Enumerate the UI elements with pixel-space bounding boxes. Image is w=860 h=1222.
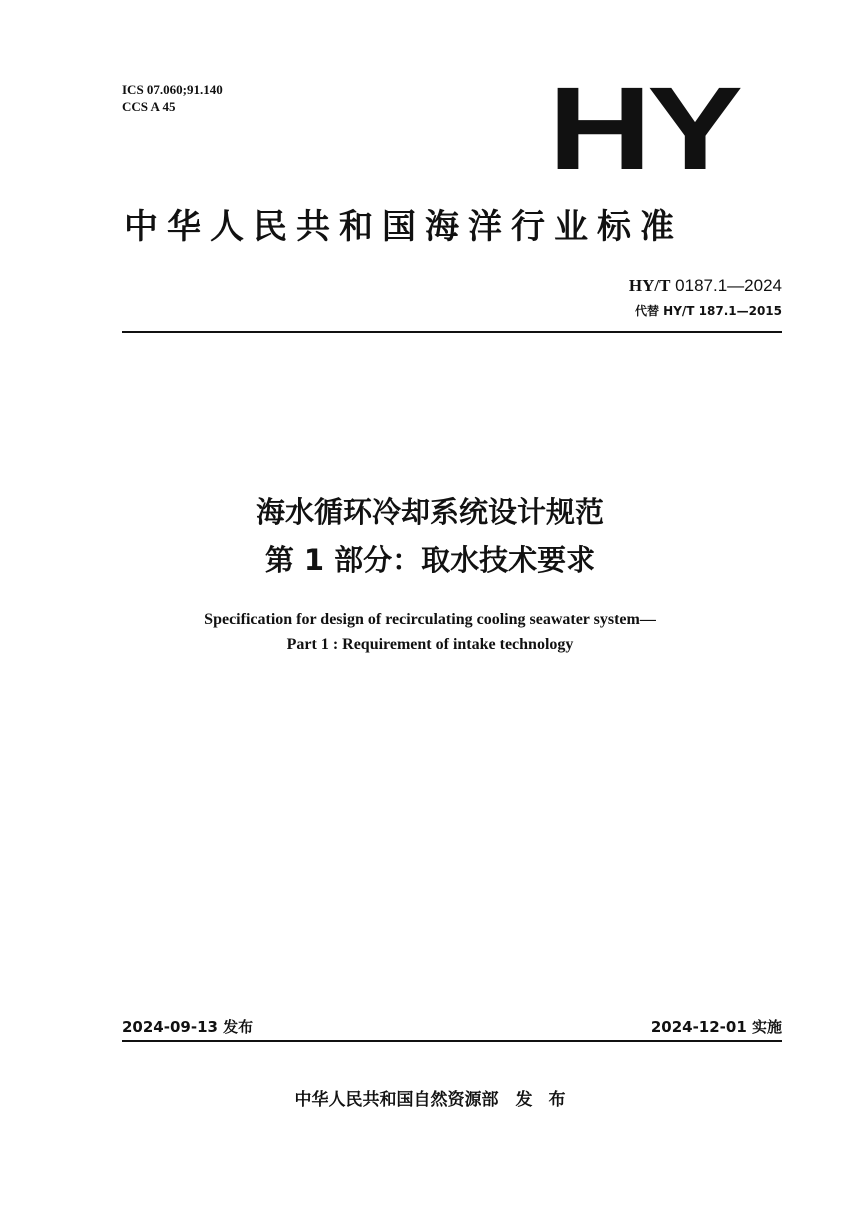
chinese-title-line-2: 第 1 部分：取水技术要求: [264, 543, 596, 577]
bottom-divider: [122, 1040, 782, 1042]
english-title-line-1: Specification for design of recirculating cooling seawater system—: [204, 611, 656, 628]
chinese-title: [0, 488, 860, 584]
issue-date: 2024-09-13 发布: [122, 1018, 254, 1036]
replaces-standard: 代替 HY/T 187.1—2015: [634, 304, 782, 318]
standard-number-prefix: HY/T: [628, 276, 671, 295]
classification-codes: [122, 81, 223, 115]
english-title-line-2: Part 1 : Requirement of intake technology: [286, 636, 574, 653]
chinese-title-line-1: 海水循环冷却系统设计规范: [255, 495, 604, 529]
english-title: [0, 607, 860, 657]
ics-code: ICS 07.060;91.140: [122, 82, 223, 97]
ccs-code: CCS A 45: [122, 99, 176, 114]
industry-standard-title: 中华人民共和国海洋行业标准: [124, 207, 683, 247]
top-divider: [122, 331, 782, 333]
standard-number: [629, 276, 782, 296]
implementation-date: 2024-12-01 实施: [650, 1018, 782, 1036]
hy-logo: HY: [548, 63, 739, 195]
publisher: 中华人民共和国自然资源部 发 布: [294, 1090, 566, 1110]
standard-number-value: 0187.1—2024: [675, 276, 782, 295]
